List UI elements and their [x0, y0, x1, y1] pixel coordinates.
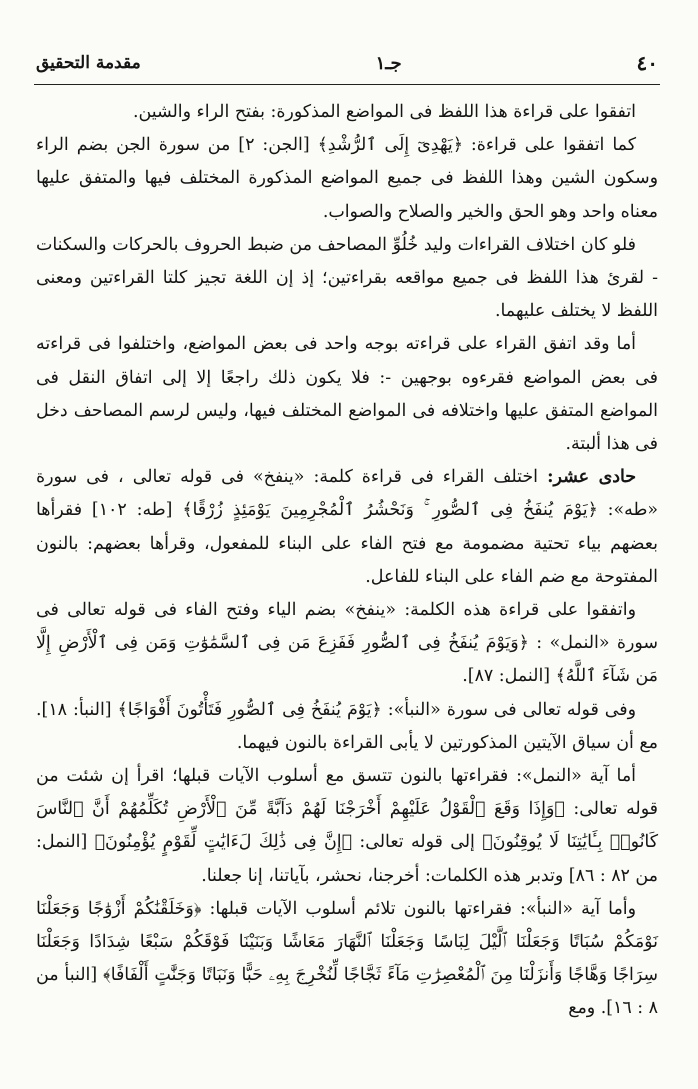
volume-label: جـ١: [375, 52, 402, 74]
paragraph-text: اختلف القراء فى قراءة كلمة: «ينفخ» فى قوله تعالى ، فى سورة «طه»: ﴿يَوْمَ يُنفَخُ فِى ٱلصُّورِ ۚ وَنَحْشُرُ ٱلْمُجْرِمِينَ يَوْمَئِذٍ زُرْقًا﴾ [طه: ١٠٢] فقرأها بعضهم بياء تحتية مضمومة مع فتح الفاء على البناء للمفعول، وقرأها بعضهم: بالنون المفتوحة مع ضم الفاء على البناء للفاعل.: [36, 467, 658, 587]
paragraph: فلو كان اختلاف القراءات وليد خُلُوِّ المصاحف من ضبط الحروف بالحركات والسكنات - لقرئ هذا اللفظ فى جميع مواقعه بقراءتين؛ إذ إن اللغة تجيز كلتا القراءتين ومعنى اللفظ لا يختلف عليهما.: [36, 234, 658, 322]
running-header: [36, 44, 658, 82]
paragraph: وفى قوله تعالى فى سورة «النبأ»: ﴿يَوْمَ يُنفَخُ فِى ٱلصُّورِ فَتَأْتُونَ أَفْوَاجًا﴾ [النبأ: ١٨]. مع أن سياق الآيتين المذكورتين لا يأبى القراءة بالنون فيهما.: [36, 699, 658, 753]
header-rule: [34, 84, 660, 85]
paragraph: وأما آية «النبأ»: فقراءتها بالنون تلائم أسلوب الآيات قبلها: ﴿وَخَلَقْنَٰكُمْ أَزْوَٰجًا وَجَعَلْنَا نَوْمَكُمْ سُبَاتًا وَجَعَلْنَا ٱلَّيْلَ لِبَاسًا وَجَعَلْنَا ٱلنَّهَارَ مَعَاشًا وَبَنَيْنَا فَوْقَكُمْ سَبْعًا شِدَادًا وَجَعَلْنَا سِرَاجًا وَهَّاجًا وَأَنزَلْنَا مِنَ ٱلْمُعْصِرَٰتِ مَآءً ثَجَّاجًا لِّنُخْرِجَ بِهِۦ حَبًّا وَنَبَاتًا وَجَنَّٰتٍ أَلْفَافًا﴾ [النبأ من ٨ : ١٦]. ومع: [36, 898, 658, 1019]
paragraph: أما وقد اتفق القراء على قراءته بوجه واحد فى بعض المواضع، واختلفوا فى قراءته فى بعض المواضع فقرءوه بوجهين -: فلا يكون ذلك راجعًا إلا إلى اتفاق النقل فى المواضع المتفق عليها واختلافه فى المواضع المختلف فيها، وليس لرسم المصاحف دخل فى هذا ألبتة.: [36, 334, 658, 455]
page-body: [36, 96, 658, 1026]
paragraph: أما آية «النمل»: فقراءتها بالنون تتسق مع أسلوب الآيات قبلها؛ اقرأ إن شئت من قوله تعالى: ﴿وَإِذَا وَقَعَ ٱلْقَوْلُ عَلَيْهِمْ أَخْرَجْنَا لَهُمْ دَآبَّةً مِّنَ ٱلْأَرْضِ تُكَلِّمُهُمْ أَنَّ ٱلنَّاسَ كَانُوا۟ بِـَٔايَٰتِنَا لَا يُوقِنُونَ﴾ إلى قوله تعالى: ﴿إِنَّ فِى ذَٰلِكَ لَءَايَٰتٍ لِّقَوْمٍ يُؤْمِنُونَ﴾ [النمل: من ٨٢ : ٨٦] وتدبر هذه الكلمات: أخرجنا، نحشر، بآياتنا، إنا جعلنا.: [36, 766, 658, 886]
paragraph: واتفقوا على قراءة هذه الكلمة: «ينفخ» بضم الياء وفتح الفاء فى قوله تعالى فى سورة «النمل» : ﴿وَيَوْمَ يُنفَخُ فِى ٱلصُّورِ فَفَزِعَ مَن فِى ٱلسَّمَٰوَٰتِ وَمَن فِى ٱلْأَرْضِ إِلَّا مَن شَآءَ ٱللَّهُ﴾ [النمل: ٨٧].: [36, 600, 658, 687]
section-title: مقدمة التحقيق: [36, 53, 141, 73]
paragraph: [36, 461, 658, 594]
paragraph: اتفقوا على قراءة هذا اللفظ فى المواضع المذكورة: بفتح الراء والشين.: [132, 102, 636, 122]
paragraph: كما اتفقوا على قراءة: ﴿يَهْدِىٓ إِلَى ٱلرُّشْدِ﴾ [الجن: ٢] من سورة الجن بضم الراء وسكون الشين وهذا اللفظ فى جميع المواضع المذكورة المختلف فيها والمتفق عليها معناه واحد وهو الحق والخير والصلاح والصواب.: [36, 135, 658, 222]
page-number: ٤٠: [636, 51, 658, 75]
paragraph-lead: حادى عشر:: [547, 467, 636, 488]
